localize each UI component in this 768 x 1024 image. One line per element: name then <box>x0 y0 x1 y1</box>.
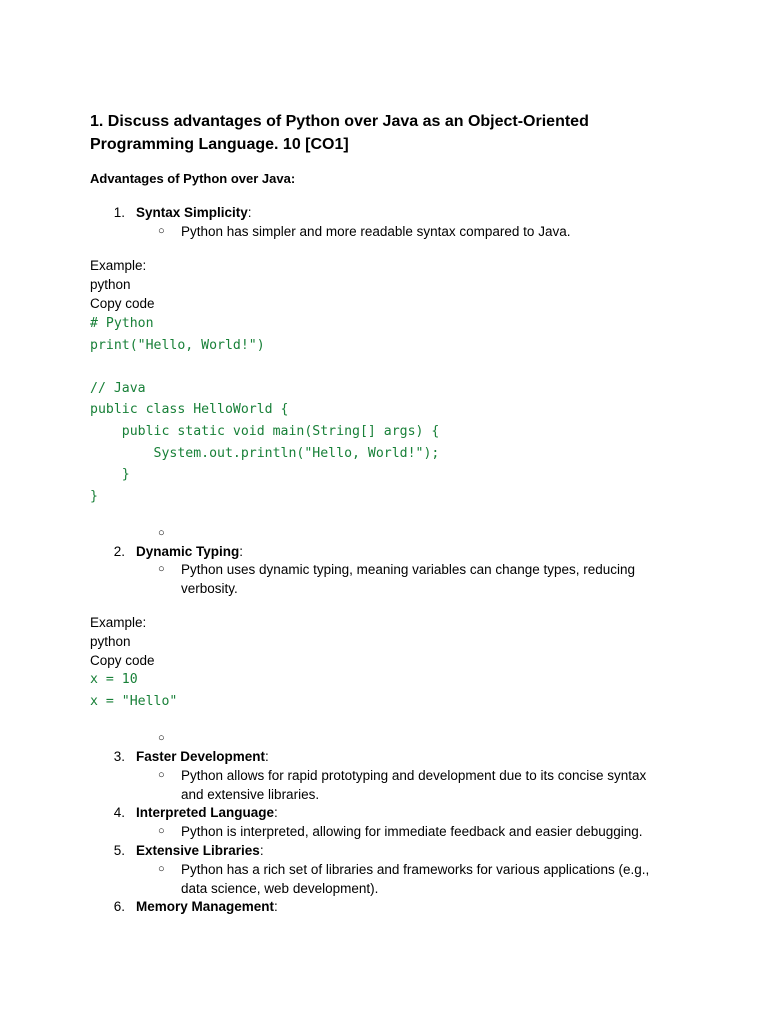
hollow-bullet-icon: ○ <box>158 769 165 781</box>
hollow-bullet-icon: ○ <box>158 563 165 575</box>
item-title: Interpreted Language <box>136 805 275 820</box>
list-bullet-text-5: Python has a rich set of libraries and frameworks for various applications (e.g., data science, web development). <box>181 862 650 896</box>
item-suffix: : <box>247 205 252 220</box>
item-title: Faster Development <box>136 749 266 764</box>
code-language-label: python <box>90 634 131 649</box>
code-line: x = 10 <box>90 672 138 687</box>
list-bullet-text-1: Python has simpler and more readable syntax compared to Java. <box>181 224 571 239</box>
code-line <box>90 356 439 378</box>
code-block-1 <box>90 313 439 507</box>
item-title: Dynamic Typing <box>136 544 240 559</box>
code-block-2 <box>90 669 177 712</box>
list-number-5: 5. <box>113 843 125 858</box>
list-item-3 <box>136 747 269 766</box>
code-line: } <box>90 467 130 483</box>
list-item-5 <box>136 841 264 860</box>
item-suffix: : <box>274 899 278 914</box>
item-suffix: : <box>274 805 278 820</box>
list-item-6 <box>136 897 278 916</box>
code-language-label: python <box>90 277 131 292</box>
hollow-bullet-icon: ○ <box>158 863 165 875</box>
code-line: // Java <box>90 380 146 396</box>
code-line: x = "Hello" <box>90 693 178 709</box>
code-line: print("Hello, World!") <box>90 337 265 353</box>
list-number-4: 4. <box>113 805 125 820</box>
list-number-1: 1. <box>113 205 125 220</box>
list-bullet-text-3: Python allows for rapid prototyping and development due to its concise syntax and extensive libraries. <box>181 768 647 802</box>
list-item-2 <box>136 542 243 561</box>
item-suffix: : <box>265 749 269 764</box>
list-item-1 <box>136 203 252 222</box>
hollow-bullet-icon: ○ <box>158 825 165 837</box>
question-heading: 1. Discuss advantages of Python over Java as an Object-Oriented Programming Language. 10 [CO1] <box>90 113 589 153</box>
item-suffix: : <box>259 843 264 858</box>
code-line: } <box>90 488 98 504</box>
code-line: # Python <box>90 316 154 331</box>
code-line: public class HelloWorld { <box>90 402 289 418</box>
list-item-4 <box>136 803 278 822</box>
section-subheading: Advantages of Python over Java: <box>90 171 296 186</box>
list-number-6: 6. <box>113 899 125 914</box>
list-bullet-text-2: Python uses dynamic typing, meaning variables can change types, reducing verbosity. <box>181 562 636 596</box>
code-line: System.out.println("Hello, World!"); <box>90 445 440 461</box>
list-number-3: 3. <box>113 749 125 764</box>
list-bullet-text-4: Python is interpreted, allowing for immediate feedback and easier debugging. <box>181 824 643 839</box>
code-line: public static void main(String[] args) { <box>90 423 440 439</box>
example-label: Example: <box>90 615 147 630</box>
item-title: Memory Management <box>136 899 275 914</box>
item-title: Syntax Simplicity <box>136 205 248 220</box>
copy-code-label: Copy code <box>90 296 155 311</box>
item-suffix: : <box>239 544 244 559</box>
hollow-bullet-icon: ○ <box>158 527 165 539</box>
hollow-bullet-icon: ○ <box>158 732 165 744</box>
item-title: Extensive Libraries <box>136 843 260 858</box>
hollow-bullet-icon: ○ <box>158 225 165 237</box>
list-number-2: 2. <box>113 544 125 559</box>
example-label: Example: <box>90 258 147 273</box>
copy-code-label: Copy code <box>90 653 155 668</box>
